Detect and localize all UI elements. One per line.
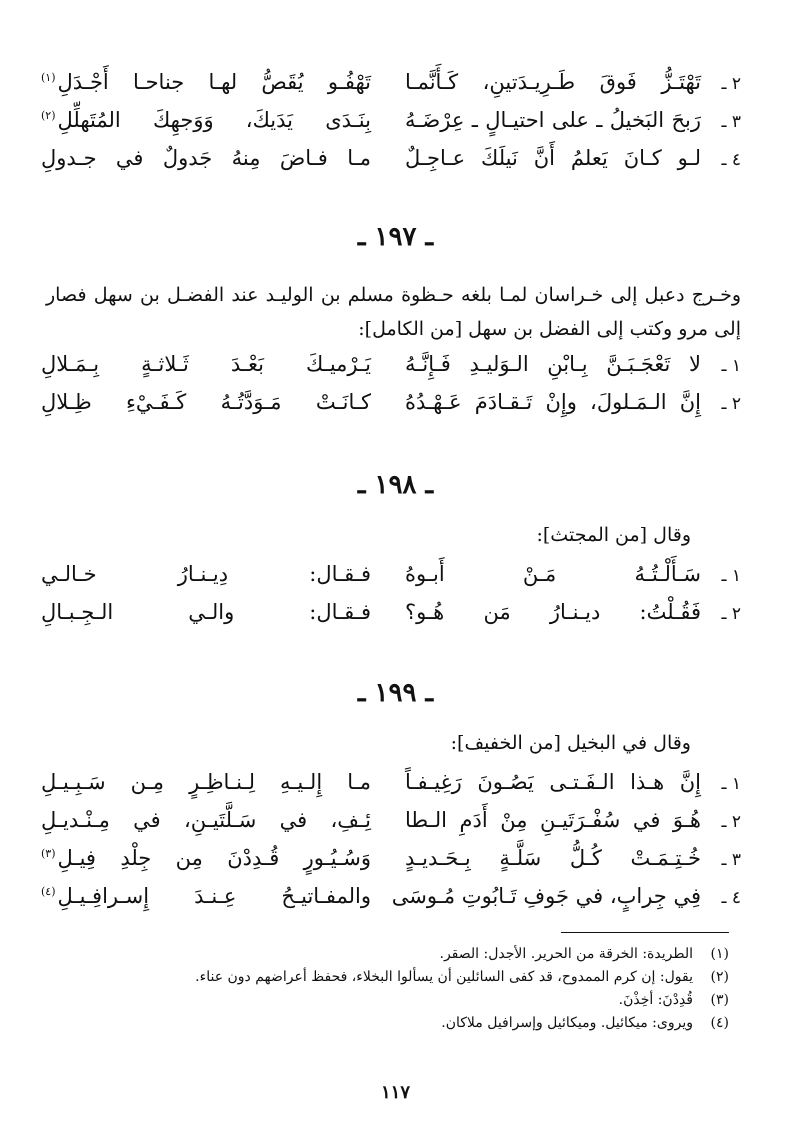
first-hemistich: خُـتِـمَـتْ كُـلُّ سَلَّـةٍ بِـحَـديـدٍ bbox=[405, 846, 701, 870]
verse bbox=[41, 846, 741, 884]
footnote-marker: (٤) bbox=[41, 885, 56, 898]
verse bbox=[41, 70, 741, 108]
footnote-text: قُدِدْنَ: أخِذْنَ. bbox=[618, 992, 693, 1008]
verse-number: ٤ ـ bbox=[721, 888, 741, 908]
second-hemistich: يَـرْميـكَ بَعْـدَ ثَـلاثـةٍ بِـمَـلالِ bbox=[41, 352, 371, 376]
second-hemistich: والمفـاتيـحُ عِـنـدَ إِسـرافِـيـلِ bbox=[57, 884, 371, 908]
footnote-text: يقول: إن كرم الممدوح، قد كفى السائلين أن يسألوا البخلاء، فحفظ أعراضهم دون عناء. bbox=[195, 969, 693, 985]
second-hemistich: بِنَـدَى يَدَيكَ، وَوَجهِكَ المُتَهلِّلِ bbox=[57, 108, 371, 132]
second-hemistich: مـا فـاضَ مِنهُ جَدولٌ في جـدولِ bbox=[41, 146, 371, 170]
verse-number: ٢ ـ bbox=[721, 74, 741, 94]
verse bbox=[41, 390, 741, 428]
section-197-prose: وخـرج دعبل إلى خـراسان لمـا بلغه حـظوة مسلم بن الوليـد عند الفضـل بن سهل فصار إلى مرو وكتب إلى الفضل بن سهل [من الكامل]: bbox=[46, 284, 741, 340]
poem-197 bbox=[41, 352, 741, 428]
footnote bbox=[59, 1015, 729, 1038]
first-hemistich: إِنَّ هـذا الـفَـتـى يَصُـونَ رَغِيـفـاً bbox=[405, 770, 701, 794]
poem-continuation bbox=[41, 70, 741, 184]
page-number: ١١٧ bbox=[380, 1082, 410, 1103]
first-hemistich: هُـوَ في سُفْـرَتَيـنِ مِنْ أَدَمِ الـطا bbox=[405, 808, 701, 832]
first-hemistich: إِنَّ الـمَـلولَ، وإِنْ تَـقـادَمَ عَـهْـدُهُ bbox=[405, 390, 701, 414]
second-hemistich: مـا إِلـيـهِ لِـنـاظِـرٍ مِـن سَـبِـيـلِ bbox=[41, 770, 371, 794]
section-198-intro: وقال [من المجتث]: bbox=[536, 524, 691, 546]
verse-number: ٤ ـ bbox=[721, 150, 741, 170]
verse bbox=[41, 562, 741, 600]
first-hemistich: تَهْتَـزُّ فَوقَ طَـرِيـدَتينِ، كَـأَنَّمـا bbox=[405, 70, 701, 94]
verse-number: ١ ـ bbox=[721, 356, 741, 376]
footnote-marker: (٣) bbox=[41, 847, 56, 860]
verse bbox=[41, 770, 741, 808]
section-heading-199: ـ ١٩٩ ـ bbox=[357, 678, 434, 708]
first-hemistich: لـو كـانَ يَعلمُ أَنَّ نَيلَكَ عـاجِـلٌ bbox=[405, 146, 701, 170]
section-heading-198: ـ ١٩٨ ـ bbox=[357, 470, 434, 500]
verse-number: ٢ ـ bbox=[721, 812, 741, 832]
footnote bbox=[59, 969, 729, 992]
verse-number: ١ ـ bbox=[721, 566, 741, 586]
footnote-number: (٢) bbox=[710, 969, 729, 985]
footnote-text: ويروى: ميكائيل. وميكائيل وإسرافيل ملاكان. bbox=[441, 1015, 693, 1031]
verse-number: ٢ ـ bbox=[721, 394, 741, 414]
verse bbox=[41, 352, 741, 390]
first-hemistich: لا تَعْجَـبَـنَّ بِـابْنِ الـوَليـدِ فَـإِنَّـهُ bbox=[405, 352, 701, 376]
verse bbox=[41, 884, 741, 922]
footnotes bbox=[59, 946, 729, 1038]
second-hemistich: فـقـال: والـي الـجِـبـالِ bbox=[41, 600, 371, 624]
poem-198 bbox=[41, 562, 741, 638]
verse-number: ٢ ـ bbox=[721, 604, 741, 624]
second-hemistich: فـقـال: دِيـنـارُ خـالـي bbox=[41, 562, 371, 586]
first-hemistich: فَقُـلْتُ: ديـنـارُ مَن هُـو؟ bbox=[405, 600, 701, 624]
footnote-number: (٣) bbox=[710, 992, 729, 1008]
verse-number: ٣ ـ bbox=[721, 112, 741, 132]
second-hemistich: ئِـفِ، في سَـلَّتَيـنِ، في مِـنْـديـلِ bbox=[41, 808, 371, 832]
poem-199 bbox=[41, 770, 741, 922]
verse bbox=[41, 146, 741, 184]
section-heading-197: ـ ١٩٧ ـ bbox=[357, 222, 434, 252]
verse bbox=[41, 600, 741, 638]
first-hemistich: رَبحَ البَخيلُ ـ على احتيـالٍ ـ عِرْضَـهُ bbox=[405, 108, 701, 132]
verse-number: ٣ ـ bbox=[721, 850, 741, 870]
footnote-marker: (١) bbox=[41, 71, 56, 84]
verse bbox=[41, 108, 741, 146]
second-hemistich: تَهْفُـو يُقَصُّ لهـا جناحـا أَجْـدَلِ bbox=[57, 70, 371, 94]
section-199-intro: وقال في البخيل [من الخفيف]: bbox=[450, 732, 691, 754]
footnote-number: (١) bbox=[710, 946, 729, 962]
footnote-text: الطريدة: الخرقة من الحرير. الأجدل: الصقر. bbox=[439, 946, 693, 962]
second-hemistich: وَسُـيُـورٍ قُـدِدْنَ مِن جِلْدِ فِيـلِ bbox=[57, 846, 371, 870]
footnote-separator bbox=[561, 932, 729, 933]
footnote-number: (٤) bbox=[710, 1015, 729, 1031]
footnote-marker: (٢) bbox=[41, 109, 56, 122]
verse-number: ١ ـ bbox=[721, 774, 741, 794]
footnote bbox=[59, 946, 729, 969]
verse bbox=[41, 808, 741, 846]
second-hemistich: كـانَـتْ مَـوَدَّتُـهُ كَـفَـيْءِ ظِـلالِ bbox=[41, 390, 371, 414]
footnote bbox=[59, 992, 729, 1015]
first-hemistich: فِي جِرابٍ، في جَوفِ تَـابُوتِ مُـوسَى bbox=[391, 884, 701, 908]
first-hemistich: سَـأَلْـتُـهُ مَـنْ أَبـوهُ bbox=[405, 562, 701, 586]
